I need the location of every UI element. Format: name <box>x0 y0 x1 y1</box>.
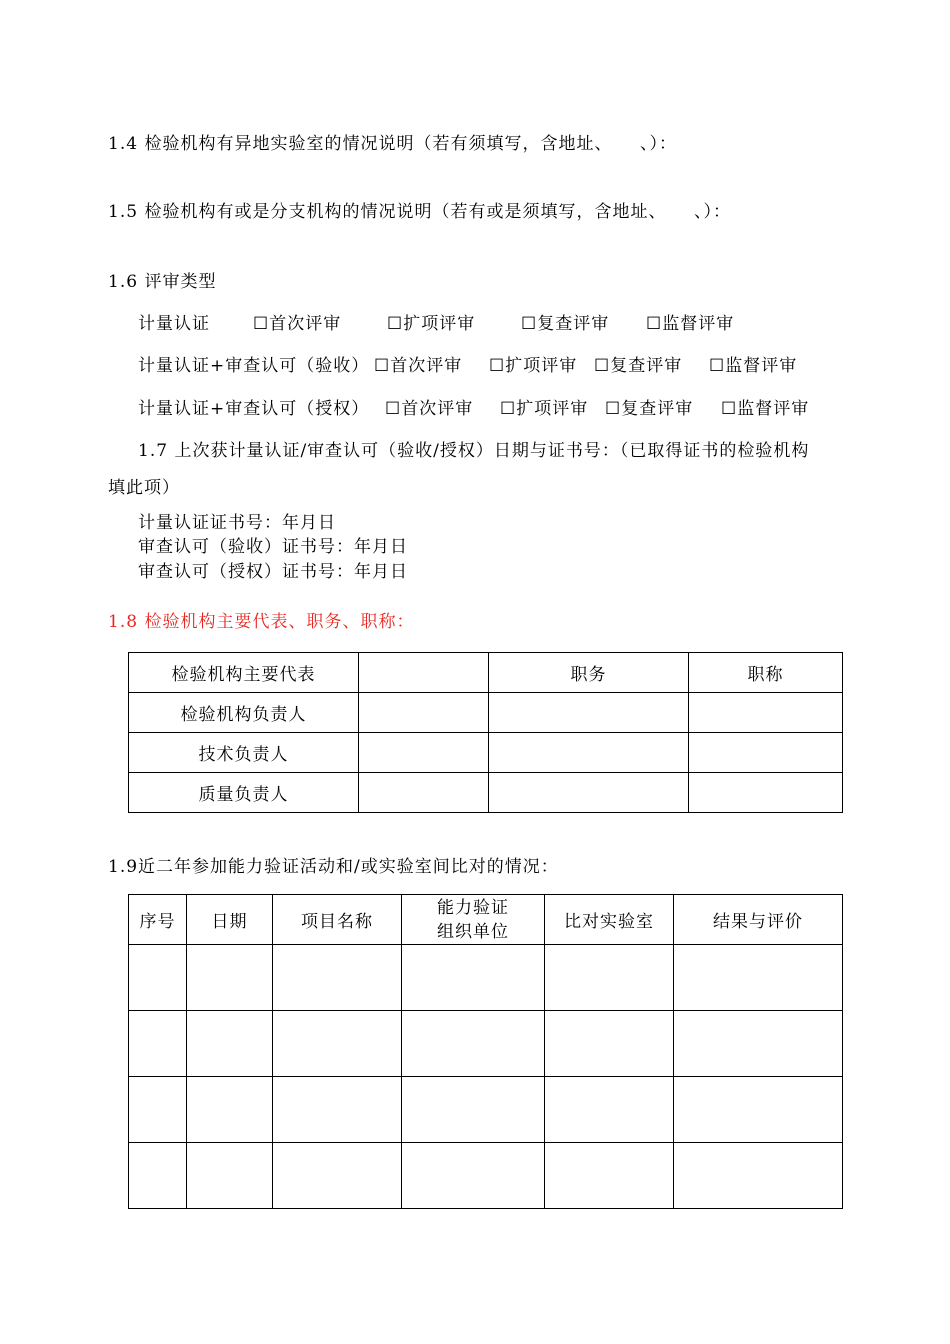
input-cell[interactable] <box>273 1143 402 1209</box>
input-cell[interactable] <box>402 1011 545 1077</box>
checkbox-icon[interactable]: ☐ <box>489 356 506 376</box>
section-1-7-line2: 填此项） <box>108 478 180 498</box>
review-option[interactable]: ☐首次评审 <box>385 399 474 419</box>
section-1-5: 1.5 检验机构有或是分支机构的情况说明（若有或是须填写，含地址、 、）： <box>108 202 731 222</box>
review-option[interactable]: ☐监督评审 <box>721 399 810 419</box>
table-header-cell: 能力验证 组织单位 <box>402 895 545 945</box>
input-cell[interactable] <box>545 1143 674 1209</box>
table-row <box>129 945 843 1011</box>
input-cell[interactable] <box>273 1011 402 1077</box>
table-header-cell: 结果与评价 <box>674 895 843 945</box>
checkbox-icon[interactable]: ☐ <box>709 356 726 376</box>
section-1-8-title: 1.8 检验机构主要代表、职务、职称： <box>108 612 415 632</box>
section-1-6-title: 1.6 评审类型 <box>108 272 217 292</box>
table-header-cell: 职务 <box>489 653 689 693</box>
input-cell[interactable] <box>545 1011 674 1077</box>
input-cell[interactable] <box>674 945 843 1011</box>
cert-line: 审查认可（授权）证书号：年月日 <box>138 562 408 582</box>
input-cell[interactable] <box>187 1011 273 1077</box>
table-row <box>129 1077 843 1143</box>
input-cell[interactable] <box>187 945 273 1011</box>
table-header-cell: 检验机构主要代表 <box>129 653 359 693</box>
section-1-9-title: 1.9近二年参加能力验证活动和/或实验室间比对的情况： <box>108 857 559 877</box>
input-cell[interactable] <box>402 1077 545 1143</box>
input-cell[interactable] <box>187 1143 273 1209</box>
table-header-cell: 比对实验室 <box>545 895 674 945</box>
input-cell[interactable] <box>689 733 843 773</box>
input-cell[interactable] <box>359 693 489 733</box>
input-cell[interactable] <box>129 945 187 1011</box>
review-option[interactable]: ☐监督评审 <box>709 356 798 376</box>
cert-line: 计量认证证书号：年月日 <box>138 513 336 533</box>
review-option[interactable]: ☐扩项评审 <box>387 314 476 334</box>
input-cell[interactable] <box>129 1143 187 1209</box>
table-row <box>129 693 843 733</box>
input-cell[interactable] <box>359 773 489 813</box>
review-type-label: 计量认证+审查认可（验收） <box>138 356 370 376</box>
table-row <box>129 733 843 773</box>
cert-line: 审查认可（验收）证书号：年月日 <box>138 537 408 557</box>
checkbox-icon[interactable]: ☐ <box>253 314 270 334</box>
input-cell[interactable] <box>674 1077 843 1143</box>
review-option[interactable]: ☐监督评审 <box>646 314 735 334</box>
input-cell[interactable] <box>273 945 402 1011</box>
table-row <box>129 773 843 813</box>
input-cell[interactable] <box>489 733 689 773</box>
table-row <box>129 1143 843 1209</box>
input-cell[interactable] <box>689 773 843 813</box>
role-cell: 技术负责人 <box>129 733 359 773</box>
input-cell[interactable] <box>674 1143 843 1209</box>
table-header-cell: 日期 <box>187 895 273 945</box>
proficiency-table <box>128 894 843 1209</box>
input-cell[interactable] <box>273 1077 402 1143</box>
review-option[interactable]: ☐扩项评审 <box>489 356 578 376</box>
checkbox-icon[interactable]: ☐ <box>385 399 402 419</box>
role-cell: 质量负责人 <box>129 773 359 813</box>
input-cell[interactable] <box>402 945 545 1011</box>
input-cell[interactable] <box>489 773 689 813</box>
table-header-cell: 项目名称 <box>273 895 402 945</box>
review-option[interactable]: ☐复查评审 <box>605 399 694 419</box>
review-option[interactable]: ☐复查评审 <box>521 314 610 334</box>
section-1-4: 1.4 检验机构有异地实验室的情况说明（若有须填写，含地址、 、）： <box>108 134 677 154</box>
checkbox-icon[interactable]: ☐ <box>500 399 517 419</box>
table-header-cell: 职称 <box>689 653 843 693</box>
table-header-cell: 序号 <box>129 895 187 945</box>
input-cell[interactable] <box>689 693 843 733</box>
input-cell[interactable] <box>674 1011 843 1077</box>
input-cell[interactable] <box>187 1077 273 1143</box>
checkbox-icon[interactable]: ☐ <box>605 399 622 419</box>
input-cell[interactable] <box>545 945 674 1011</box>
table-row <box>129 1011 843 1077</box>
checkbox-icon[interactable]: ☐ <box>721 399 738 419</box>
review-type-label: 计量认证+审查认可（授权） <box>138 399 370 419</box>
checkbox-icon[interactable]: ☐ <box>387 314 404 334</box>
input-cell[interactable] <box>129 1077 187 1143</box>
input-cell[interactable] <box>489 693 689 733</box>
input-cell[interactable] <box>545 1077 674 1143</box>
table-header-cell <box>359 653 489 693</box>
checkbox-icon[interactable]: ☐ <box>521 314 538 334</box>
checkbox-icon[interactable]: ☐ <box>374 356 391 376</box>
review-option[interactable]: ☐复查评审 <box>594 356 683 376</box>
review-option[interactable]: ☐首次评审 <box>253 314 342 334</box>
section-1-7-line1: 1.7 上次获计量认证/审查认可（验收/授权）日期与证书号：（已取得证书的检验机构 <box>138 441 810 461</box>
review-option[interactable]: ☐首次评审 <box>374 356 463 376</box>
input-cell[interactable] <box>129 1011 187 1077</box>
checkbox-icon[interactable]: ☐ <box>594 356 611 376</box>
input-cell[interactable] <box>402 1143 545 1209</box>
review-option[interactable]: ☐扩项评审 <box>500 399 589 419</box>
role-cell: 检验机构负责人 <box>129 693 359 733</box>
checkbox-icon[interactable]: ☐ <box>646 314 663 334</box>
representatives-table <box>128 652 843 813</box>
review-type-label: 计量认证 <box>138 314 210 334</box>
input-cell[interactable] <box>359 733 489 773</box>
